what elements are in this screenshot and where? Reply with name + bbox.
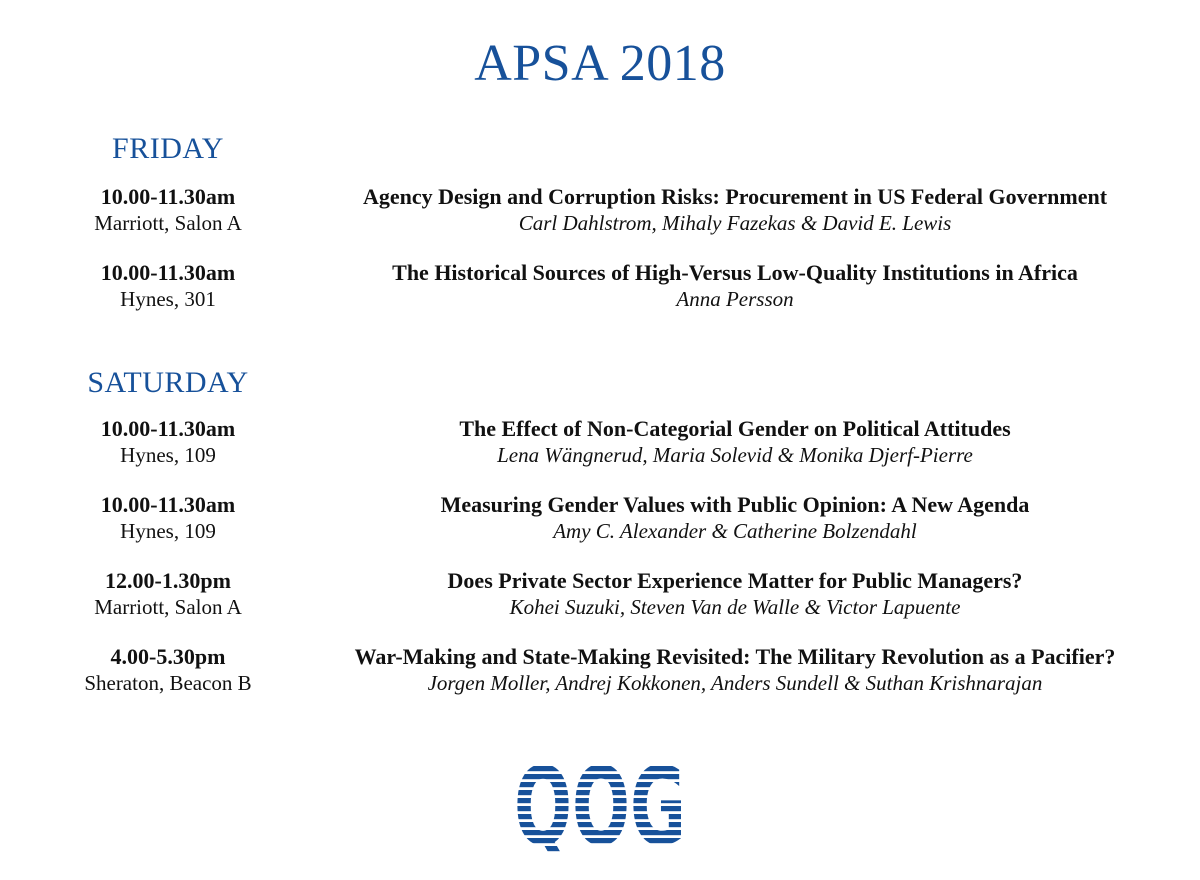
session-venue: Hynes, 109 [120,443,216,467]
session-title: Does Private Sector Experience Matter for Public Managers? [447,568,1023,593]
session-authors: Kohei Suzuki, Steven Van de Walle & Victor Lapuente [509,595,961,619]
session-time: 10.00-11.30am [100,416,236,441]
session-item [0,644,1200,704]
session-time: 12.00-1.30pm [105,568,231,593]
session-time: 10.00-11.30am [100,492,236,517]
session-time: 4.00-5.30pm [110,644,226,669]
session-time: 10.00-11.30am [100,260,236,285]
session-venue: Marriott, Salon A [94,595,242,619]
day-heading-friday: FRIDAY [112,132,224,165]
session-time: 10.00-11.30am [100,184,236,209]
session-item [0,492,1200,552]
session-venue: Sheraton, Beacon B [84,671,252,695]
session-title: War-Making and State-Making Revisited: The Military Revolution as a Pacifier? [354,644,1116,669]
session-item [0,416,1200,476]
session-venue: Marriott, Salon A [94,211,242,235]
session-title: The Historical Sources of High-Versus Low-Quality Institutions in Africa [392,260,1078,285]
session-item [0,260,1200,320]
session-venue: Hynes, 301 [120,287,216,311]
page-title: APSA 2018 [474,35,726,92]
session-title: Measuring Gender Values with Public Opinion: A New Agenda [440,492,1030,517]
session-venue: Hynes, 109 [120,519,216,543]
logo-stripes [512,758,688,854]
session-item [0,184,1200,244]
session-authors: Anna Persson [676,287,794,311]
session-authors: Lena Wängnerud, Maria Solevid & Monika Djerf-Pierre [497,443,973,467]
session-authors: Carl Dahlstrom, Mihaly Fazekas & David E. Lewis [518,211,952,235]
session-title: Agency Design and Corruption Risks: Procurement in US Federal Government [362,184,1108,209]
session-authors: Jorgen Moller, Andrej Kokkonen, Anders Sundell & Suthan Krishnarajan [427,671,1043,695]
session-authors: Amy C. Alexander & Catherine Bolzendahl [553,519,917,543]
session-item [0,568,1200,628]
day-heading-saturday: SATURDAY [87,366,249,399]
session-title: The Effect of Non-Categorial Gender on Political Attitudes [459,416,1011,441]
qog-logo [512,758,688,854]
